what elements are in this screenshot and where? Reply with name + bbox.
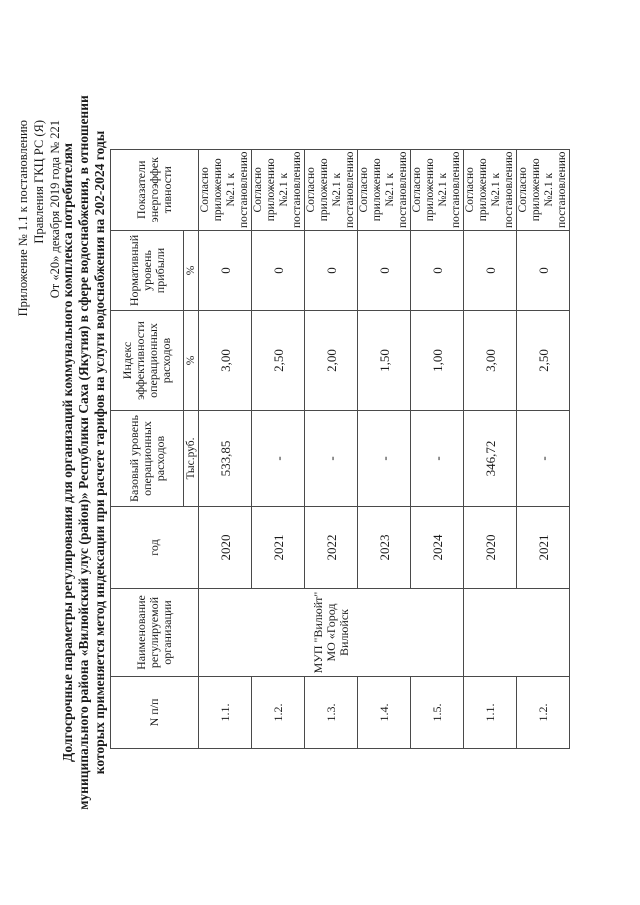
cell-energy-efficiency: Согласно приложению №2.1 к постановлению — [464, 149, 517, 230]
cell-efficiency-index: 1,00 — [411, 311, 464, 411]
col-header-org: Наименование регулируемой организации — [111, 589, 199, 677]
cell-organization-name-empty — [464, 589, 570, 677]
cell-base-level: 346,72 — [464, 411, 517, 507]
resolution-date-line: От «20» декабря 2019 года № 221 — [48, 120, 62, 299]
cell-profit-level: 0 — [252, 231, 305, 311]
cell-energy-efficiency: Согласно приложению №2.1 к постановлению — [305, 149, 358, 230]
appendix-line: Приложение № 1.1 к постановлению — [16, 120, 30, 317]
unit-profit-level: % — [184, 231, 199, 311]
cell-base-level: - — [252, 411, 305, 507]
parameters-table — [110, 149, 570, 749]
document-title-line-1: Долгосрочные параметры регулирования для организаций коммунального комплекса потребителям — [60, 143, 75, 762]
cell-num: 1.3. — [305, 677, 358, 749]
document-title-line-2: муниципального района «Вилюйский улус (район)» Республики Саха (Якутия) в сфере водоснабжения, в отношении — [76, 95, 91, 810]
document-title-line-3: которых применяется метод индексации при расчете тарифов на услуги водоснабжения на 202-2024 годы — [92, 130, 107, 775]
cell-efficiency-index: 1,50 — [358, 311, 411, 411]
board-line: Правления ГКЦ РС (Я) — [32, 120, 46, 244]
cell-energy-efficiency: Согласно приложению №2.1 к постановлению — [411, 149, 464, 230]
table-row — [199, 149, 252, 748]
cell-base-level: - — [517, 411, 570, 507]
table-row — [464, 149, 517, 748]
col-header-base-level: Базовый уровень операционных расходов — [111, 411, 184, 507]
unit-base-level: Тыс.руб. — [184, 411, 199, 507]
col-header-efficiency-index: Индекс эффективности операционных расходов — [111, 311, 184, 411]
cell-efficiency-index: 2,50 — [517, 311, 570, 411]
cell-year: 2023 — [358, 507, 411, 589]
cell-profit-level: 0 — [411, 231, 464, 311]
cell-num: 1.4. — [358, 677, 411, 749]
cell-efficiency-index: 2,00 — [305, 311, 358, 411]
cell-efficiency-index: 3,00 — [199, 311, 252, 411]
cell-profit-level: 0 — [358, 231, 411, 311]
cell-year: 2020 — [464, 507, 517, 589]
cell-year: 2024 — [411, 507, 464, 589]
cell-num: 1.5. — [411, 677, 464, 749]
col-header-energy-efficiency: Показатели энергоэффек тивности — [111, 149, 199, 230]
col-header-profit-level: Нормативный уровень прибыли — [111, 231, 184, 311]
unit-efficiency-index: % — [184, 311, 199, 411]
cell-profit-level: 0 — [517, 231, 570, 311]
cell-num: 1.1. — [199, 677, 252, 749]
cell-num: 1.2. — [517, 677, 570, 749]
cell-energy-efficiency: Согласно приложению №2.1 к постановлению — [517, 149, 570, 230]
cell-year: 2021 — [517, 507, 570, 589]
cell-organization-name: МУП "Вилюйт" МО «Город Вилюйск — [199, 589, 464, 677]
col-header-year: год — [111, 507, 199, 589]
cell-energy-efficiency: Согласно приложению №2.1 к постановлению — [252, 149, 305, 230]
cell-base-level: 533,85 — [199, 411, 252, 507]
cell-profit-level: 0 — [199, 231, 252, 311]
cell-year: 2020 — [199, 507, 252, 589]
cell-efficiency-index: 3,00 — [464, 311, 517, 411]
cell-base-level: - — [358, 411, 411, 507]
cell-num: 1.1. — [464, 677, 517, 749]
col-header-num: N п/п — [111, 677, 199, 749]
cell-energy-efficiency: Согласно приложению №2.1 к постановлению — [199, 149, 252, 230]
cell-profit-level: 0 — [464, 231, 517, 311]
cell-year: 2022 — [305, 507, 358, 589]
cell-base-level: - — [305, 411, 358, 507]
cell-energy-efficiency: Согласно приложению №2.1 к постановлению — [358, 149, 411, 230]
cell-efficiency-index: 2,50 — [252, 311, 305, 411]
cell-num: 1.2. — [252, 677, 305, 749]
cell-year: 2021 — [252, 507, 305, 589]
cell-profit-level: 0 — [305, 231, 358, 311]
cell-base-level: - — [411, 411, 464, 507]
